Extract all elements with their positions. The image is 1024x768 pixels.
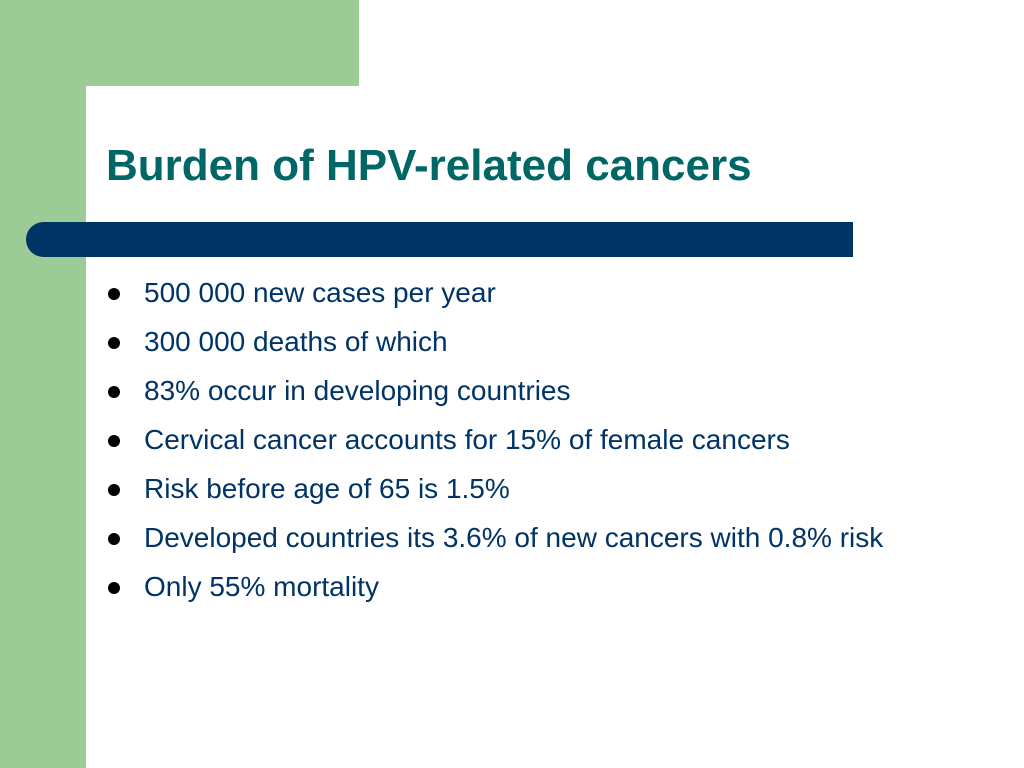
- list-item: [106, 518, 986, 558]
- list-item: [106, 567, 986, 607]
- bullet-text: Developed countries its 3.6% of new cancers with 0.8% risk: [144, 522, 884, 553]
- bullet-list: [106, 273, 986, 616]
- bullet-icon: [108, 386, 120, 398]
- bullet-icon: [108, 533, 120, 545]
- bullet-icon: [108, 288, 120, 300]
- list-item: [106, 322, 986, 362]
- list-item: [106, 469, 986, 509]
- bullet-text: 500 000 new cases per year: [144, 277, 496, 308]
- bullet-icon: [108, 582, 120, 594]
- bullet-icon: [108, 435, 120, 447]
- title-underline-bar: [26, 222, 853, 257]
- bullet-text: Cervical cancer accounts for 15% of female cancers: [144, 424, 790, 455]
- bullet-text: 300 000 deaths of which: [144, 326, 448, 357]
- list-item: [106, 420, 986, 460]
- green-sidebar-decoration: [0, 0, 86, 768]
- green-header-decoration: [0, 0, 359, 86]
- bullet-text: 83% occur in developing countries: [144, 375, 571, 406]
- bullet-text: Risk before age of 65 is 1.5%: [144, 473, 510, 504]
- slide-title: Burden of HPV-related cancers: [106, 141, 752, 190]
- bullet-icon: [108, 484, 120, 496]
- list-item: [106, 371, 986, 411]
- bullet-text: Only 55% mortality: [144, 571, 379, 602]
- list-item: [106, 273, 986, 313]
- bullet-icon: [108, 337, 120, 349]
